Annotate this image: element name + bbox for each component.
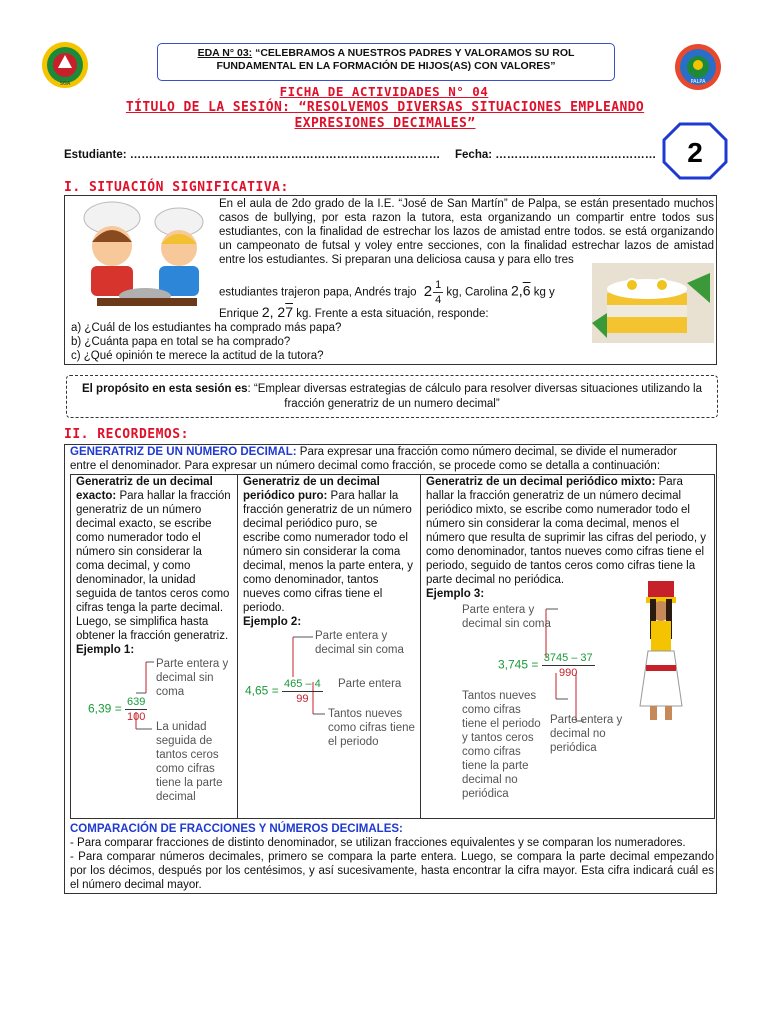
session-title-line2: EXPRESIONES DECIMALES” bbox=[294, 116, 476, 131]
col-periodico-puro: Generatriz de un decimal periódico puro: Para hallar la fracción generatriz de un número decimal periódico puro, se escribe como numerador todo el número sin considerar la coma decimal, menos la parte entera, y como denominador, tantos nueves como cifras tiene el periodo. Ejemplo 2: Parte entera y decimal sin coma 4,65 = $\frac{465 - 4}{99}$ Parte entera Tantos nueves como cifras tiene el periodo bbox=[238, 475, 421, 818]
section1-title: I. SITUACIÓN SIGNIFICATIVA: bbox=[64, 180, 289, 195]
svg-text:SGA: SGA bbox=[59, 81, 71, 87]
causa-dish-image bbox=[592, 263, 714, 343]
col-exacto: Generatriz de un decimal exacto: Para hallar la fracción generatriz de un número decimal exacto, se escribe como numerador todo el número sin considerar la coma decimal, y como denominador, la unidad seguida de tantos ceros como cifras tenga la parte decimal. Luego, se simplifica hasta obtener la fracción generatriz. Ejemplo 1: Parte entera y decimal sin coma 6,39 = $\frac{639}{100}$ La unidad seguida de tantos ceros como cifras tiene la parte decimal bbox=[71, 475, 238, 818]
comparison-section bbox=[70, 822, 714, 892]
session-title-line1: TÍTULO DE LA SESIÓN: “RESOLVEMOS DIVERSAS SITUACIONES EMPLEANDO bbox=[125, 100, 645, 115]
generatriz-grid bbox=[70, 474, 715, 819]
situation-line2: estudiantes trajeron papa, Andrés trajo 2 $\frac{1}{4}$ kg, Carolina 2,6 kg y bbox=[219, 279, 555, 306]
situation-paragraph: En el aula de 2do grado de la I.E. “José de San Martín” de Palpa, se están presentado muchos casos de bullying, por esta razon la tutora, esta organizando un compartir entre todos sus estudiantes, con la finalidad de estrechar los lazos de amistad entre todos. se está organizando un campeonato de futsal y voley entre secciones, con la finalidad estrechar lazos de amistad entre los estudiantes. Si preparan una deliciosa causa y para ello tres bbox=[219, 198, 714, 266]
question-a: a) ¿Cuál de los estudiantes ha comprado más papa? bbox=[71, 322, 342, 334]
purpose-text1: : “Emplear diversas estrategias de cálculo para resolver diversas situaciones utilizando la bbox=[247, 383, 702, 395]
col-periodico-mixto: Generatriz de un decimal periódico mixto: Para hallar la fracción generatriz de un número decimal periódico mixto, se escribe como numerador todo el número sin considerar la coma decimal, menos el número que resulta de suprimir las cifras del periodo, y como denominador, tantos nueves como cifras tiene el periodo, seguido de tantos ceros como cifras tiene la parte decimal no periódica. Ejemplo 3: Parte entera y decimal sin coma 3,745 = $\frac{3745 - 37}{990}$ Tantos nueves como cifras tiene el periodo y tantos ceros como cifras tiene la parte decimal no periódica Parte entera y decimal no periódica bbox=[421, 475, 714, 818]
grade-octagon bbox=[662, 122, 728, 180]
svg-text:PALPA: PALPA bbox=[690, 79, 706, 85]
session-title bbox=[60, 100, 710, 132]
generatriz-intro: GENERATRIZ DE UN NÚMERO DECIMAL: Para expresar una fracción como número decimal, se divide el numerador entre el denominador. Para expresar un número decimal como fracción, se procede como se detalla a continuación: bbox=[70, 446, 677, 472]
purpose-box bbox=[66, 375, 718, 418]
purpose-label: El propósito en esta sesión es bbox=[81, 383, 248, 395]
section2-title: II. RECORDEMOS: bbox=[64, 427, 189, 442]
eda-title-box bbox=[157, 43, 615, 81]
situation-line3: Enrique 2, 27 kg. Frente a esta situación, responde: bbox=[219, 304, 489, 320]
svg-text:2: 2 bbox=[687, 137, 703, 168]
eda-line1: “CELEBRAMOS A NUESTROS PADRES Y VALORAMOS SU ROL bbox=[252, 47, 575, 59]
date-field[interactable]: Fecha: …………………………………… bbox=[455, 149, 657, 161]
school-logo-left bbox=[40, 40, 90, 90]
kids-cooking-image bbox=[67, 198, 215, 310]
purpose-text2: fracción generatriz de un numero decimal” bbox=[284, 398, 500, 410]
student-field[interactable]: Estudiante: ……………………………………………………………………… bbox=[64, 149, 441, 161]
comparison-rule2: - Para comparar números decimales, primero se compara la parte entera. Luego, se compara la parte decimal empezando por los décimos, después por los centésimos, y así sucesivamente, hasta encontrar la cifra mayor. Esta cifra indicará cuál es el número decimal mayor. bbox=[70, 851, 714, 891]
eda-number: EDA N° 03: bbox=[197, 47, 253, 59]
eda-line2: FUNDAMENTAL EN LA FORMACIÓN DE HIJOS(AS) CON VALORES” bbox=[216, 60, 556, 72]
question-b: b) ¿Cuánta papa en total se ha comprado? bbox=[71, 336, 291, 348]
comparison-rule1: - Para comparar fracciones de distinto denominador, se utilizan fracciones equivalentes y se comparan los numeradores. bbox=[70, 837, 686, 849]
comparison-title: COMPARACIÓN DE FRACCIONES Y NÚMEROS DECIMALES: bbox=[70, 823, 403, 835]
question-c: c) ¿Qué opinión te merece la actitud de la tutora? bbox=[71, 350, 324, 362]
ficha-title: FICHA DE ACTIVIDADES N° 04 bbox=[279, 84, 489, 99]
inca-woman-illustration bbox=[626, 581, 696, 726]
